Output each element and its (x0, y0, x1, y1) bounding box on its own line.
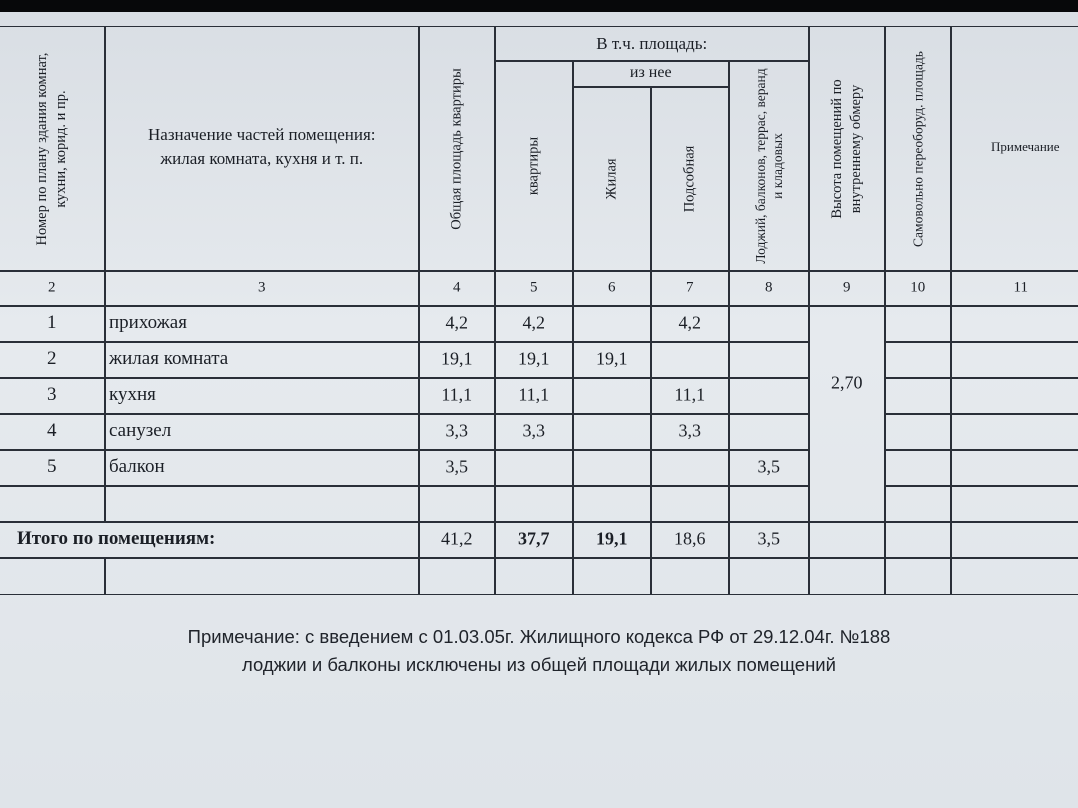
row-cell (950, 413, 1078, 451)
column-number-cell (650, 270, 730, 307)
row-name: жилая комната (109, 347, 229, 369)
header-balcony-text: Лоджий, балконов, террас, веранд и кладовых (752, 68, 785, 264)
row-cell (418, 377, 496, 415)
row-cell (728, 305, 810, 343)
row-name: балкон (109, 455, 165, 477)
totals-empty-cell (884, 521, 952, 559)
row-cell (572, 449, 652, 487)
header-group-text: В т.ч. площадь: (596, 34, 708, 53)
row-living: 19,1 (596, 348, 628, 369)
row-cell (650, 413, 730, 451)
row-total: 3,5 (445, 456, 468, 477)
row-cell (884, 305, 952, 343)
column-number: 9 (843, 279, 851, 296)
header-remark (950, 26, 1078, 272)
blank-row-cell (884, 557, 952, 595)
row-cell (104, 341, 420, 379)
totals-label: Итого по помещениям: (17, 527, 216, 549)
totals-cell (572, 521, 652, 559)
row-cell (0, 377, 106, 415)
row-cell (950, 485, 1078, 523)
row-number: 4 (47, 419, 57, 441)
totals-cell (494, 521, 574, 559)
blank-row-cell (808, 557, 886, 595)
row-cell (104, 377, 420, 415)
column-number: 11 (1013, 279, 1028, 296)
row-cell (884, 413, 952, 451)
row-cell (104, 413, 420, 451)
header-living-text: Жилая (603, 158, 620, 200)
row-flat: 19,1 (518, 348, 550, 369)
column-number-cell (0, 270, 106, 307)
empty-row-cell (104, 485, 420, 523)
row-name: прихожая (109, 311, 187, 333)
row-cell (650, 341, 730, 379)
row-number: 2 (47, 347, 57, 369)
row-cell (884, 377, 952, 415)
header-subgroup (572, 60, 730, 88)
totals-empty-cell (950, 521, 1078, 559)
empty-row-cell (0, 485, 106, 523)
column-number: 2 (48, 279, 56, 296)
empty-row-cell (418, 485, 496, 523)
column-number: 6 (608, 279, 616, 296)
totals-empty-cell (808, 521, 886, 559)
empty-row-cell (572, 485, 652, 523)
row-cell (0, 449, 106, 487)
row-balcony: 3,5 (757, 456, 780, 477)
column-number-cell (808, 270, 886, 307)
row-cell (418, 341, 496, 379)
row-cell (0, 341, 106, 379)
row-flat: 11,1 (518, 384, 550, 405)
row-cell (650, 305, 730, 343)
blank-row-cell (728, 557, 810, 595)
empty-row-cell (650, 485, 730, 523)
column-number-cell (418, 270, 496, 307)
blank-row-cell (494, 557, 574, 595)
header-subgroup-text: из нее (629, 64, 672, 81)
top-dark-edge (0, 0, 1078, 12)
row-flat: 3,3 (522, 420, 545, 441)
totals-flat: 37,7 (518, 528, 550, 549)
row-total: 11,1 (441, 384, 473, 405)
blank-row-cell (104, 557, 420, 595)
header-living (572, 86, 652, 272)
column-number-cell (572, 270, 652, 307)
row-cell (572, 305, 652, 343)
row-name: кухня (109, 383, 156, 405)
header-purpose (104, 26, 420, 272)
header-group (494, 26, 810, 62)
row-cell (418, 413, 496, 451)
row-cell (104, 305, 420, 343)
row-cell (0, 305, 106, 343)
blank-row-cell (950, 557, 1078, 595)
height-cell (808, 305, 886, 523)
header-total-area (418, 26, 496, 272)
header-height (808, 26, 886, 272)
row-cell (728, 341, 810, 379)
row-cell (650, 377, 730, 415)
row-cell (650, 449, 730, 487)
header-flat-text: квартиры (525, 136, 542, 195)
row-total: 19,1 (441, 348, 473, 369)
row-cell (572, 413, 652, 451)
header-room-number (0, 26, 106, 272)
row-cell (728, 449, 810, 487)
blank-row-cell (0, 557, 106, 595)
row-cell (950, 449, 1078, 487)
row-cell (884, 449, 952, 487)
column-number: 7 (686, 279, 694, 296)
header-auxiliary (650, 86, 730, 272)
blank-row-cell (572, 557, 652, 595)
row-cell (950, 377, 1078, 415)
header-remark-text: Примечание (991, 139, 1060, 154)
row-total: 3,3 (445, 420, 468, 441)
totals-balcony: 3,5 (757, 528, 780, 549)
note-line-1: Примечание: с введением с 01.03.05г. Жилищного кодекса РФ от 29.12.04г. №188 (187, 626, 891, 647)
row-cell (572, 377, 652, 415)
header-room-number-text: Номер по плану здания комнат, кухни, корид. и пр. (33, 52, 69, 246)
row-cell (884, 485, 952, 523)
blank-row-cell (650, 557, 730, 595)
totals-cell (728, 521, 810, 559)
row-cell (728, 413, 810, 451)
note-line-2: лоджии и балконы исключены из общей площади жилых помещений (242, 654, 836, 675)
row-cell (494, 305, 574, 343)
column-number-cell (950, 270, 1078, 307)
row-cell (494, 449, 574, 487)
totals-living: 19,1 (596, 528, 628, 549)
column-number-cell (728, 270, 810, 307)
header-unauthorized (884, 26, 952, 272)
row-total: 4,2 (445, 312, 468, 333)
row-aux: 3,3 (678, 420, 701, 441)
row-cell (418, 305, 496, 343)
empty-row-cell (494, 485, 574, 523)
column-number-cell (104, 270, 420, 307)
header-unauthorized-text: Самовольно переоборуд. площадь (910, 50, 926, 247)
header-auxiliary-text: Подсобная (681, 145, 698, 213)
totals-total: 41,2 (441, 528, 473, 549)
height-value: 2,70 (831, 372, 863, 393)
row-name: санузел (109, 419, 172, 441)
column-number: 3 (258, 279, 266, 296)
header-balcony (728, 60, 810, 272)
totals-label-cell (0, 521, 420, 559)
column-number-cell (884, 270, 952, 307)
row-cell (884, 341, 952, 379)
row-cell (494, 413, 574, 451)
row-cell (950, 341, 1078, 379)
column-number: 5 (530, 279, 538, 296)
row-cell (950, 305, 1078, 343)
row-number: 3 (47, 383, 57, 405)
row-flat: 4,2 (522, 312, 545, 333)
header-purpose-text: Назначение частей помещения: жилая комната, кухня и т. п. (148, 125, 376, 168)
empty-row-cell (728, 485, 810, 523)
column-number: 10 (910, 279, 926, 296)
totals-cell (418, 521, 496, 559)
column-number-cell (494, 270, 574, 307)
row-cell (104, 449, 420, 487)
column-number: 8 (765, 279, 773, 296)
row-number: 1 (47, 311, 57, 333)
row-aux: 4,2 (678, 312, 701, 333)
totals-cell (650, 521, 730, 559)
blank-row-cell (418, 557, 496, 595)
row-number: 5 (47, 455, 57, 477)
row-cell (418, 449, 496, 487)
row-cell (494, 377, 574, 415)
header-height-text: Высота помещений по внутреннему обмеру (828, 79, 864, 219)
header-total-area-text: Общая площадь квартиры (448, 68, 465, 230)
header-flat (494, 60, 574, 272)
row-cell (572, 341, 652, 379)
row-cell (0, 413, 106, 451)
row-cell (728, 377, 810, 415)
column-number: 4 (453, 279, 461, 296)
totals-aux: 18,6 (674, 528, 706, 549)
row-aux: 11,1 (674, 384, 706, 405)
row-cell (494, 341, 574, 379)
